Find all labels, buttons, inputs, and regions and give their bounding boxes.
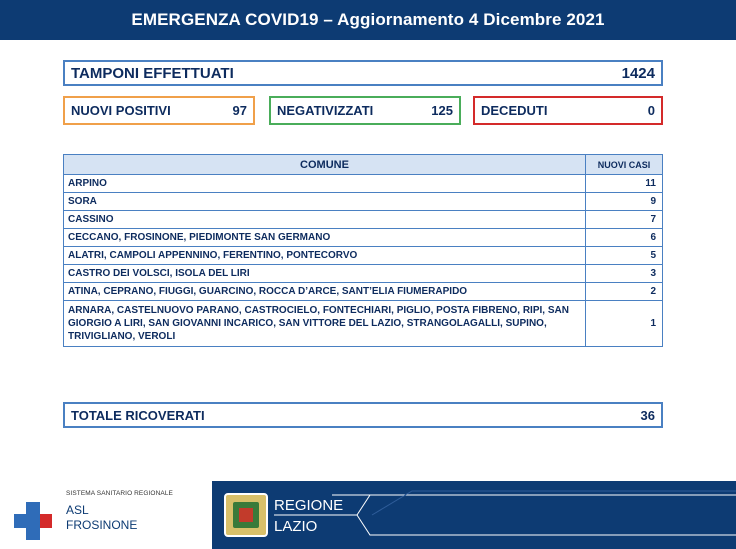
asl-frosinone-logo (14, 486, 214, 546)
casi-cell: 6 (586, 229, 663, 247)
comune-cell: ATINA, CEPRANO, FIUGGI, GUARCINO, ROCCA D’ARCE, SANT’ELIA FIUMERAPIDO (64, 283, 586, 301)
asl-caption: SISTEMA SANITARIO REGIONALE (66, 490, 173, 497)
casi-cell: 9 (586, 193, 663, 211)
table-header-row (64, 155, 663, 175)
negativizzati-value: 125 (431, 103, 453, 118)
table-row (64, 211, 663, 229)
asl-line1: ASL (66, 503, 89, 517)
casi-cell: 1 (586, 301, 663, 347)
cross-icon-red-arm (40, 514, 52, 528)
table-row (64, 175, 663, 193)
regione-label: REGIONE (274, 497, 344, 514)
comune-cell: ALATRI, CAMPOLI APPENNINO, FERENTINO, PONTECORVO (64, 247, 586, 265)
tamponi-label: TAMPONI EFFETTUATI (71, 64, 234, 82)
table-row (64, 283, 663, 301)
deceduti-box (473, 96, 663, 125)
casi-cell: 5 (586, 247, 663, 265)
totale-ricoverati-label: TOTALE RICOVERATI (71, 407, 205, 423)
deceduti-value: 0 (647, 103, 655, 118)
totale-ricoverati-value: 36 (640, 407, 655, 423)
nuovi-positivi-label: NUOVI POSITIVI (71, 103, 171, 118)
table-row (64, 247, 663, 265)
col-comune-header: COMUNE (64, 155, 586, 175)
asl-line2: FROSINONE (66, 518, 138, 532)
nuovi-positivi-value: 97 (232, 103, 247, 118)
tamponi-box (63, 60, 663, 86)
comune-cell: CECCANO, FROSINONE, PIEDIMONTE SAN GERMANO (64, 229, 586, 247)
casi-cell: 11 (586, 175, 663, 193)
casi-cell: 7 (586, 211, 663, 229)
asl-name (66, 503, 137, 533)
casi-cell: 2 (586, 283, 663, 301)
comune-cell: CASSINO (64, 211, 586, 229)
table-row (64, 301, 663, 347)
casi-cell: 3 (586, 265, 663, 283)
lazio-label: LAZIO (274, 518, 318, 535)
page-title: EMERGENZA COVID19 – Aggiornamento 4 Dicembre 2021 (0, 0, 736, 40)
deceduti-label: DECEDUTI (481, 103, 548, 118)
negativizzati-box (269, 96, 461, 125)
comune-cell: ARNARA, CASTELNUOVO PARANO, CASTROCIELO, FONTECHIARI, PIGLIO, POSTA FIBRENO, RIPI, SAN GIORGIO A LIRI, SAN GIOVANNI INCARICO, SAN VITTORE DEL LAZIO, STRANGOLAGALLI, SUPINO, TRIVIGLIANO, VEROLI (64, 301, 586, 347)
decorative-lines-icon (212, 481, 736, 549)
comuni-table (63, 154, 663, 347)
totale-ricoverati-box (63, 402, 663, 428)
col-casi-header: NUOVI CASI (586, 155, 663, 175)
lazio-emblem-icon (224, 493, 268, 537)
comune-cell: SORA (64, 193, 586, 211)
comune-cell: CASTRO DEI VOLSCI, ISOLA DEL LIRI (64, 265, 586, 283)
nuovi-positivi-box (63, 96, 255, 125)
table-row (64, 265, 663, 283)
comune-cell: ARPINO (64, 175, 586, 193)
table-row (64, 229, 663, 247)
tamponi-value: 1424 (621, 64, 655, 82)
negativizzati-label: NEGATIVIZZATI (277, 103, 374, 118)
regione-lazio-logo (212, 481, 736, 549)
table-row (64, 193, 663, 211)
